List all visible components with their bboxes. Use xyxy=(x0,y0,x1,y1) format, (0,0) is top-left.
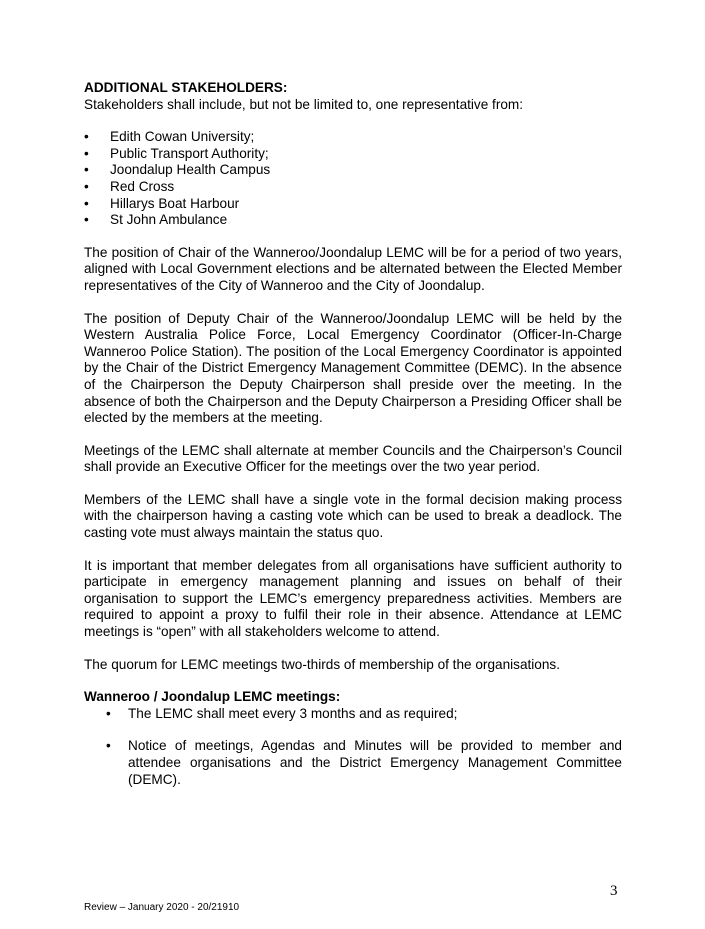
quorum-paragraph: The quorum for LEMC meetings two-thirds of membership of the organisations. xyxy=(84,656,560,672)
bullet-icon: • xyxy=(106,738,111,754)
meetings-list xyxy=(84,706,622,788)
list-item: • Joondalup Health Campus xyxy=(84,162,271,178)
bullet-icon: • xyxy=(84,212,89,228)
bullet-icon: • xyxy=(84,162,89,178)
document-page xyxy=(84,80,622,788)
voting-paragraph: Members of the LEMC shall have a single vote in the formal decision making process with the chairperson having a casting vote which can be used to break a deadlock. The casting vote must always maintain the status quo. xyxy=(84,491,622,541)
lemc-meetings-heading: Wanneroo / Joondalup LEMC meetings: xyxy=(84,689,341,705)
bullet-icon: • xyxy=(84,145,89,161)
meetings-paragraph: Meetings of the LEMC shall alternate at member Councils and the Chairperson’s Council shall provide an Executive Officer for the meetings over the two year period. xyxy=(84,442,622,475)
additional-stakeholders-heading: ADDITIONAL STAKEHOLDERS: xyxy=(84,80,288,95)
bullet-icon: • xyxy=(84,195,89,211)
deputy-chair-paragraph: The position of Deputy Chair of the Wanneroo/Joondalup LEMC will be held by the Western Australia Police Force, Local Emergency Coordinator (Officer-In-Charge Wanneroo Police Station). The position of the Local Emergency Coordinator is appointed by the Chair of the District Emergency Management Committee (DEMC). In the absence of the Chairperson the Deputy Chairperson shall preside over the meeting. In the absence of both the Chairperson and the Deputy Chairperson a Presiding Officer shall be elected by the members at the meeting. xyxy=(84,310,622,426)
list-item: • Notice of meetings, Agendas and Minutes will be provided to member and attendee organisations and the District Emergency Management Committee (DEMC). xyxy=(106,738,622,787)
page-number: 3 xyxy=(610,883,618,899)
list-item: • Edith Cowan University; xyxy=(84,129,255,145)
stakeholder-list xyxy=(84,129,622,229)
list-item: • St John Ambulance xyxy=(84,212,228,228)
list-item: • Hillarys Boat Harbour xyxy=(84,195,240,211)
bullet-icon: • xyxy=(106,705,111,721)
delegates-paragraph: It is important that member delegates from all organisations have sufficient authority to participate in emergency management planning and issues on behalf of their organisation to support the LEMC’s emergency preparedness activities. Members are required to appoint a proxy to fulfil their role in their absence. Attendance at LEMC meetings is “open” with all stakeholders welcome to attend. xyxy=(84,557,622,640)
footer-review-note: Review – January 2020 - 20/21910 xyxy=(84,902,240,913)
list-item: • Red Cross xyxy=(84,178,175,194)
chair-paragraph: The position of Chair of the Wanneroo/Joondalup LEMC will be for a period of two years, aligned with Local Government elections and be alternated between the Elected Member representatives of the City of Wanneroo and the City of Joondalup. xyxy=(84,244,622,293)
stakeholders-intro: Stakeholders shall include, but not be limited to, one representative from: xyxy=(84,96,524,112)
list-item: • The LEMC shall meet every 3 months and as required; xyxy=(106,705,458,721)
bullet-icon: • xyxy=(84,129,89,145)
list-item: • Public Transport Authority; xyxy=(84,145,269,161)
bullet-icon: • xyxy=(84,178,89,194)
